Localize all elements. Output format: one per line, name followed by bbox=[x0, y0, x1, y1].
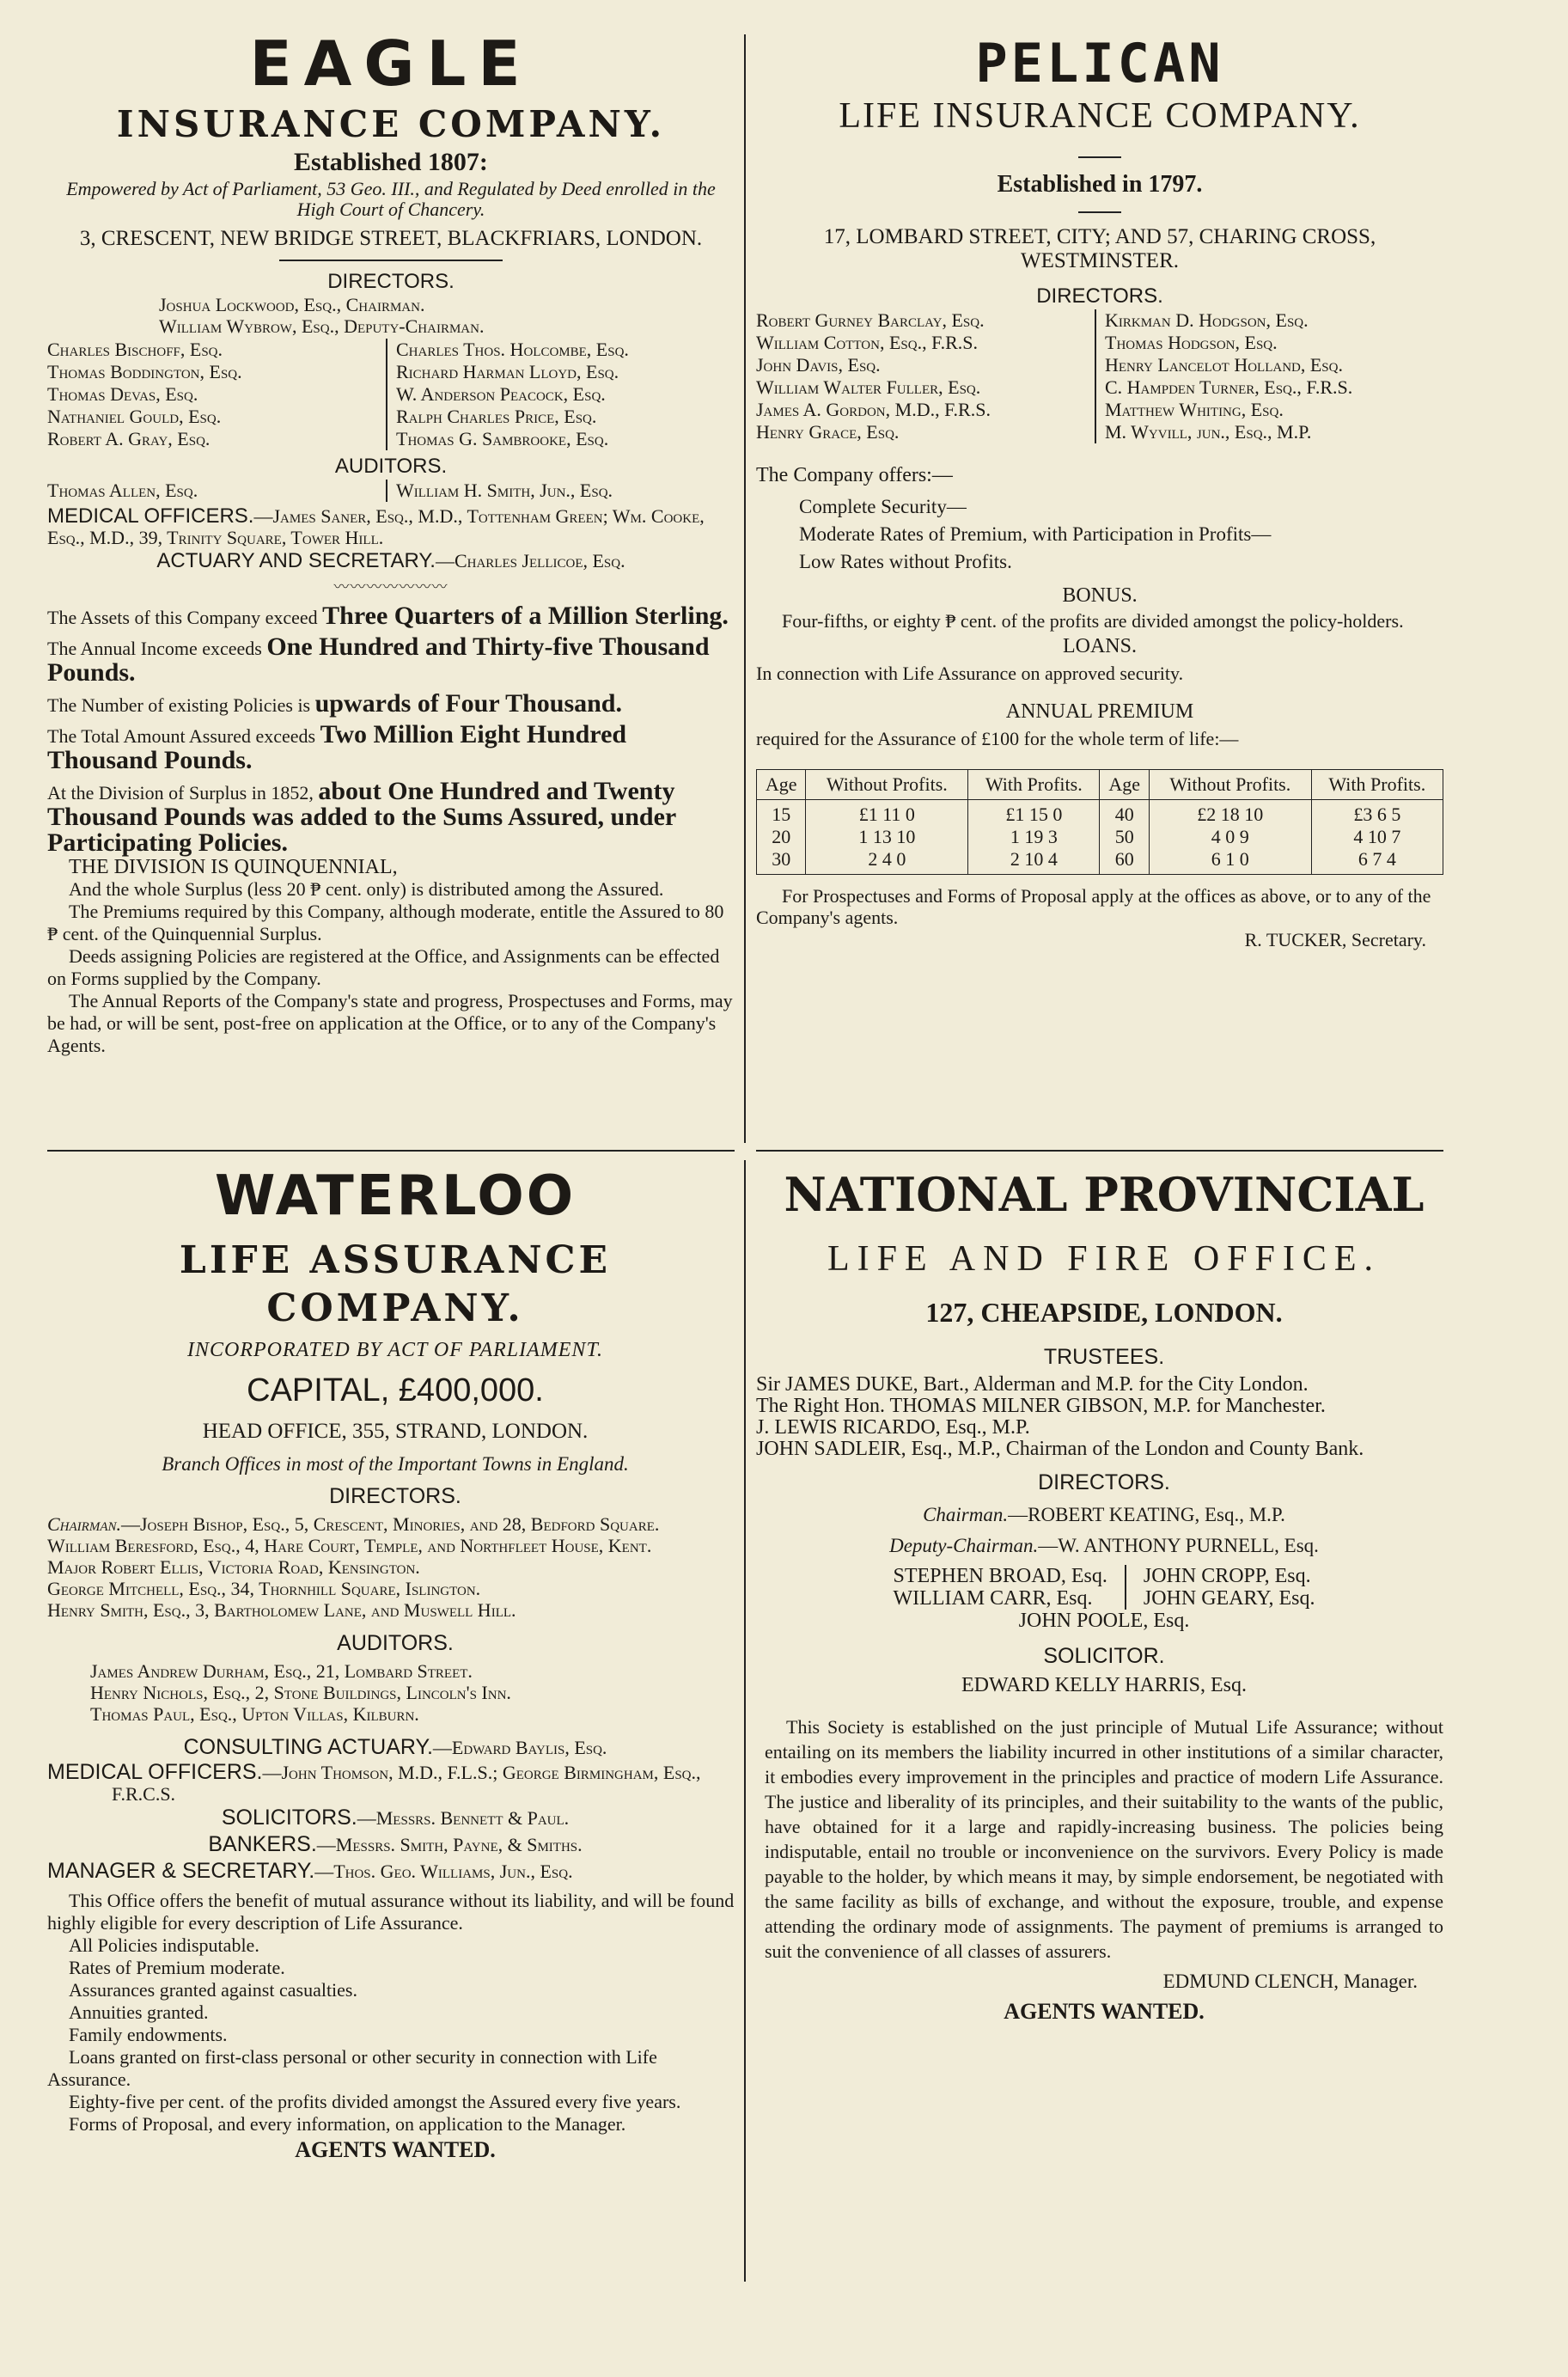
national-trustees bbox=[756, 1374, 1452, 1460]
waterloo-auditors-heading: AUDITORS. bbox=[337, 1631, 454, 1655]
pelican-offer: Moderate Rates of Premium, with Participation in Profits— bbox=[799, 523, 1272, 545]
eagle-advertisement bbox=[47, 27, 735, 1124]
eagle-director: Robert A. Gray, Esq. bbox=[47, 428, 210, 449]
table-cell: 40 50 60 bbox=[1100, 800, 1149, 875]
eagle-fact: The Assets of this Company exceed Three Quarters of a Million Sterling. bbox=[47, 602, 729, 630]
eagle-directors-heading: DIRECTORS. bbox=[327, 270, 455, 293]
national-chairman: Chairman.—ROBERT KEATING, Esq., M.P. bbox=[923, 1504, 1285, 1525]
waterloo-agents-wanted: AGENTS WANTED. bbox=[295, 2137, 496, 2162]
eagle-directors-right bbox=[386, 339, 735, 450]
eagle-rule bbox=[279, 260, 503, 261]
waterloo-intro: This Office offers the benefit of mutual assurance without its liability, and will be found highly eligible for every description of Life Assurance. bbox=[47, 1890, 735, 1934]
national-solicitor: EDWARD KELLY HARRIS, Esq. bbox=[961, 1674, 1248, 1696]
waterloo-benefit: All Policies indisputable. bbox=[69, 1934, 259, 1956]
pelican-established: Established in 1797. bbox=[997, 171, 1203, 198]
national-directors-left bbox=[894, 1565, 1126, 1610]
table-cell: £2 18 10 4 0 9 6 1 0 bbox=[1149, 800, 1311, 875]
eagle-auditors-heading: AUDITORS. bbox=[334, 455, 448, 478]
eagle-director: Nathaniel Gould, Esq. bbox=[47, 406, 222, 427]
eagle-director: W. Anderson Peacock, Esq. bbox=[396, 383, 606, 405]
national-address: 127, CHEAPSIDE, LONDON. bbox=[925, 1297, 1283, 1328]
eagle-paragraph: And the whole Surplus (less 20 ₱ cent. only) is distributed among the Assured. bbox=[69, 878, 664, 900]
eagle-address: 3, CRESCENT, NEW BRIDGE STREET, BLACKFRIARS, LONDON. bbox=[79, 227, 703, 250]
pelican-director: John Davis, Esq. bbox=[756, 354, 881, 376]
eagle-chairman: Joshua Lockwood, Esq., Chairman. bbox=[159, 294, 425, 315]
waterloo-auditors bbox=[47, 1660, 743, 1725]
eagle-actuary: ACTUARY AND SECRETARY.—Charles Jellicoe, Esq. bbox=[156, 549, 625, 572]
national-directors-heading: DIRECTORS. bbox=[1038, 1470, 1170, 1494]
pelican-title: PELICAN bbox=[975, 32, 1224, 95]
eagle-director: Ralph Charles Price, Esq. bbox=[396, 406, 597, 427]
pelican-director: Robert Gurney Barclay, Esq. bbox=[756, 309, 985, 331]
waterloo-benefit: Annuities granted. bbox=[69, 2001, 209, 2023]
national-agents-wanted: AGENTS WANTED. bbox=[1004, 1999, 1205, 2024]
pelican-directors-left bbox=[756, 309, 1095, 443]
pelican-rule-bottom bbox=[1078, 211, 1121, 213]
eagle-auditor: Thomas Allen, Esq. bbox=[47, 480, 198, 501]
waterloo-head-office: HEAD OFFICE, 355, STRAND, LONDON. bbox=[202, 1420, 589, 1443]
pelican-footer: For Prospectuses and Forms of Proposal apply at the offices as above, or to any of the Company's agents. bbox=[756, 885, 1431, 928]
national-subtitle: LIFE AND FIRE OFFICE. bbox=[827, 1239, 1382, 1279]
national-directors-right bbox=[1126, 1565, 1315, 1610]
eagle-director: Thomas Boddington, Esq. bbox=[47, 361, 242, 382]
waterloo-chairman: Chairman.—Joseph Bishop, Esq., 5, Crescent, Minories, and 28, Bedford Square. bbox=[47, 1513, 660, 1535]
waterloo-advertisement bbox=[47, 1164, 743, 2282]
national-director: JOHN CROPP, Esq. bbox=[1143, 1565, 1311, 1587]
waterloo-benefit: Family endowments. bbox=[69, 2024, 228, 2045]
eagle-directors-left bbox=[47, 339, 386, 450]
national-directors-list bbox=[756, 1565, 1452, 1610]
national-director: STEPHEN BROAD, Esq. bbox=[893, 1565, 1107, 1587]
eagle-paragraph: Deeds assigning Policies are registered at the Office, and Assignments can be effected on Forms supplied by the Company. bbox=[47, 945, 720, 989]
eagle-director: Charles Thos. Holcombe, Esq. bbox=[396, 339, 629, 360]
pelican-director: M. Wyvill, jun., Esq., M.P. bbox=[1105, 421, 1312, 443]
pelican-address: 17, LOMBARD STREET, CITY; AND 57, CHARING CROSS, WESTMINSTER. bbox=[823, 225, 1376, 272]
waterloo-title: WATERLOO bbox=[214, 1164, 577, 1228]
waterloo-subtitle: LIFE ASSURANCE COMPANY. bbox=[179, 1238, 612, 1330]
eagle-director: Richard Harman Lloyd, Esq. bbox=[396, 361, 619, 382]
eagle-medical: MEDICAL OFFICERS.—James Saner, Esq., M.D., Tottenham Green; Wm. Cooke, Esq., M.D., 39, Trinity Square, Tower Hill. bbox=[47, 504, 705, 548]
pelican-bonus-heading: BONUS. bbox=[1062, 584, 1138, 607]
vertical-divider-top bbox=[744, 34, 746, 1143]
eagle-director: Thomas G. Sambrooke, Esq. bbox=[396, 428, 609, 449]
waterloo-benefit: Rates of Premium moderate. bbox=[69, 1957, 285, 1978]
waterloo-director: George Mitchell, Esq., 34, Thornhill Square, Islington. bbox=[47, 1578, 481, 1599]
eagle-division: THE DIVISION IS QUINQUENNIAL, bbox=[69, 856, 398, 878]
eagle-director: Thomas Devas, Esq. bbox=[47, 383, 198, 405]
eagle-fact: The Annual Income exceeds One Hundred and Thirty-five Thousand Pounds. bbox=[47, 632, 710, 687]
waterloo-directors-heading: DIRECTORS. bbox=[329, 1484, 461, 1508]
waterloo-benefit: Assurances granted against casualties. bbox=[69, 1979, 357, 2001]
waterloo-auditor: Thomas Paul, Esq., Upton Villas, Kilburn. bbox=[90, 1703, 419, 1725]
national-trustee: Sir JAMES DUKE, Bart., Alderman and M.P. for the City London. bbox=[756, 1373, 1309, 1396]
waterloo-benefits bbox=[47, 1934, 743, 2136]
table-cell: 15 20 30 bbox=[757, 800, 806, 875]
waterloo-director: Major Robert Ellis, Victoria Road, Kensington. bbox=[47, 1556, 420, 1578]
pelican-directors-right bbox=[1095, 309, 1443, 443]
national-solicitor-heading: SOLICITOR. bbox=[1043, 1644, 1165, 1668]
eagle-paragraph: The Premiums required by this Company, although moderate, entitle the Assured to 80 ₱ cent. of the Quinquennial Surplus. bbox=[47, 901, 724, 944]
waterloo-benefit: Loans granted on first-class personal or other security in connection with Life Assurance. bbox=[47, 2046, 657, 2090]
pelican-offer: Low Rates without Profits. bbox=[799, 551, 1012, 572]
eagle-auditor: William H. Smith, Jun., Esq. bbox=[396, 480, 613, 501]
national-deputy: Deputy-Chairman.—W. ANTHONY PURNELL, Esq. bbox=[889, 1535, 1319, 1556]
waterloo-consulting: CONSULTING ACTUARY.—Edward Baylis, Esq. bbox=[183, 1735, 607, 1759]
eagle-directors-list bbox=[47, 339, 735, 450]
pelican-director: Henry Lancelot Holland, Esq. bbox=[1105, 354, 1343, 376]
waterloo-benefit: Forms of Proposal, and every information, on application to the Manager. bbox=[69, 2113, 626, 2135]
pelican-rule-top bbox=[1078, 156, 1121, 158]
pelican-offer: Complete Security— bbox=[799, 496, 967, 517]
eagle-wavy-ornament: 〰〰〰〰〰〰〰 bbox=[333, 578, 448, 596]
waterloo-manager: MANAGER & SECRETARY.—Thos. Geo. Williams, Jun., Esq. bbox=[47, 1859, 573, 1883]
table-header-cell: Age bbox=[757, 770, 806, 800]
waterloo-incorporated: INCORPORATED BY ACT OF PARLIAMENT. bbox=[186, 1339, 604, 1361]
table-header-cell: With Profits. bbox=[1311, 770, 1443, 800]
waterloo-medical: MEDICAL OFFICERS.—John Thomson, M.D., F.L.S.; George Birmingham, Esq., F.R.C.S. bbox=[47, 1760, 701, 1805]
national-trustee: J. LEWIS RICARDO, Esq., M.P. bbox=[756, 1416, 1030, 1439]
horizontal-divider-right bbox=[756, 1150, 1443, 1152]
pelican-directors-list bbox=[756, 309, 1443, 443]
vertical-divider-bottom bbox=[744, 1160, 746, 2282]
pelican-loans-text: In connection with Life Assurance on approved security. bbox=[756, 663, 1184, 684]
national-trustee: The Right Hon. THOMAS MILNER GIBSON, M.P. for Manchester. bbox=[756, 1395, 1326, 1417]
pelican-directors-heading: DIRECTORS. bbox=[1036, 284, 1163, 308]
eagle-facts bbox=[47, 603, 735, 856]
pelican-loans-heading: LOANS. bbox=[1062, 635, 1137, 657]
pelican-director: C. Hampden Turner, Esq., F.R.S. bbox=[1105, 376, 1353, 398]
pelican-offers-intro: The Company offers:— bbox=[756, 464, 953, 486]
waterloo-directors bbox=[47, 1535, 743, 1621]
table-header-cell: Without Profits. bbox=[1149, 770, 1311, 800]
eagle-paragraphs bbox=[47, 878, 735, 1057]
waterloo-capital: CAPITAL, £400,000. bbox=[247, 1372, 544, 1408]
pelican-director: Matthew Whiting, Esq. bbox=[1105, 399, 1284, 420]
national-title: NATIONAL PROVINCIAL bbox=[784, 1167, 1425, 1222]
table-row bbox=[757, 800, 1443, 875]
pelican-advertisement bbox=[756, 33, 1443, 1141]
eagle-established: Established 1807: bbox=[294, 148, 488, 176]
pelican-bonus-text: Four-fifths, or eighty ₱ cent. of the profits are divided amongst the policy-holders. bbox=[782, 610, 1404, 632]
eagle-auditors bbox=[47, 480, 735, 502]
eagle-fact: The Total Amount Assured exceeds Two Million Eight Hundred Thousand Pounds. bbox=[47, 720, 627, 774]
waterloo-solicitors: SOLICITORS.—Messrs. Bennett & Paul. bbox=[221, 1806, 570, 1830]
table-header-cell: With Profits. bbox=[968, 770, 1100, 800]
pelican-director: William Cotton, Esq., F.R.S. bbox=[756, 332, 978, 353]
eagle-empowered: Empowered by Act of Parliament, 53 Geo. III., and Regulated by Deed enrolled in the High Court of Chancery. bbox=[66, 178, 716, 220]
waterloo-director: Henry Smith, Esq., 3, Bartholomew Lane, and Muswell Hill. bbox=[47, 1599, 516, 1621]
waterloo-benefit: Eighty-five per cent. of the profits divided amongst the Assured every five years. bbox=[69, 2091, 681, 2112]
national-signature: EDMUND CLENCH, Manager. bbox=[1162, 1971, 1418, 1992]
pelican-director: Thomas Hodgson, Esq. bbox=[1105, 332, 1278, 353]
national-director: JOHN GEARY, Esq. bbox=[1143, 1587, 1315, 1610]
horizontal-divider-left bbox=[47, 1150, 735, 1152]
pelican-director: James A. Gordon, M.D., F.R.S. bbox=[756, 399, 991, 420]
eagle-director: Charles Bischoff, Esq. bbox=[47, 339, 223, 360]
national-director-center: JOHN POOLE, Esq. bbox=[1018, 1610, 1190, 1632]
eagle-subtitle: INSURANCE COMPANY. bbox=[116, 103, 666, 145]
table-cell: £3 6 5 4 10 7 6 7 4 bbox=[1311, 800, 1443, 875]
national-body: This Society is established on the just principle of Mutual Life Assurance; without entailing on its members the liability incurred in other institutions of a similar character, it embodies every improvement in the principles and practice of modern Life Assurance. The justice and liberality of its principles, and their suitability to the wants of the public, have obtained for it a large and rapidly-increasing business. The policies being indisputable, entail no trouble or inconvenience on the survivors. Every Policy is made payable to the holder, by which means it may, by simple endorsement, be negotiated with the same facility as bills of exchange, and without the exposure, trouble, and expense attending the ordinary mode of assignments. The payment of premiums is arranged to suit the convenience of all classes of assurers. bbox=[765, 1716, 1443, 1962]
waterloo-auditor: Henry Nichols, Esq., 2, Stone Buildings, Lincoln's Inn. bbox=[90, 1682, 511, 1703]
pelican-subtitle: LIFE INSURANCE COMPANY. bbox=[839, 96, 1361, 136]
pelican-director: Henry Grace, Esq. bbox=[756, 421, 900, 443]
table-header-cell: Without Profits. bbox=[806, 770, 968, 800]
table-cell: £1 11 0 1 13 10 2 4 0 bbox=[806, 800, 968, 875]
eagle-deputy: William Wybrow, Esq., Deputy-Chairman. bbox=[159, 315, 485, 337]
eagle-fact: The Number of existing Policies is upwards of Four Thousand. bbox=[47, 689, 622, 718]
waterloo-bankers: BANKERS.—Messrs. Smith, Payne, & Smiths. bbox=[208, 1832, 583, 1856]
eagle-title: EAGLE bbox=[249, 27, 533, 100]
pelican-offers bbox=[756, 493, 1443, 576]
waterloo-branch: Branch Offices in most of the Important Towns in England. bbox=[162, 1453, 629, 1475]
pelican-signature: R. TUCKER, Secretary. bbox=[1244, 929, 1426, 950]
pelican-director: William Walter Fuller, Esq. bbox=[756, 376, 981, 398]
waterloo-auditor: James Andrew Durham, Esq., 21, Lombard Street. bbox=[90, 1660, 473, 1682]
eagle-fact: At the Division of Surplus in 1852, about One Hundred and Twenty Thousand Pounds was added to the Sums Assured, under Participating Policies. bbox=[47, 777, 676, 857]
national-trustee: JOHN SADLEIR, Esq., M.P., Chairman of the London and County Bank. bbox=[756, 1438, 1364, 1460]
pelican-premium-intro: required for the Assurance of £100 for the whole term of life:— bbox=[756, 728, 1239, 749]
eagle-paragraph: The Annual Reports of the Company's state and progress, Prospectuses and Forms, may be had, or will be sent, post-free on application at the Office, or to any of the Company's Agents. bbox=[47, 990, 733, 1056]
waterloo-director: William Beresford, Esq., 4, Hare Court, Temple, and Northfleet House, Kent. bbox=[47, 1535, 652, 1556]
pelican-premium-heading: ANNUAL PREMIUM bbox=[1005, 700, 1194, 723]
national-trustees-heading: TRUSTEES. bbox=[1043, 1345, 1165, 1369]
table-cell: £1 15 0 1 19 3 2 10 4 bbox=[968, 800, 1100, 875]
pelican-director: Kirkman D. Hodgson, Esq. bbox=[1105, 309, 1309, 331]
national-provincial-advertisement bbox=[756, 1164, 1452, 2282]
premium-table bbox=[756, 769, 1443, 875]
premium-table-header bbox=[757, 770, 1443, 800]
national-director: WILLIAM CARR, Esq. bbox=[893, 1587, 1093, 1610]
table-header-cell: Age bbox=[1100, 770, 1149, 800]
